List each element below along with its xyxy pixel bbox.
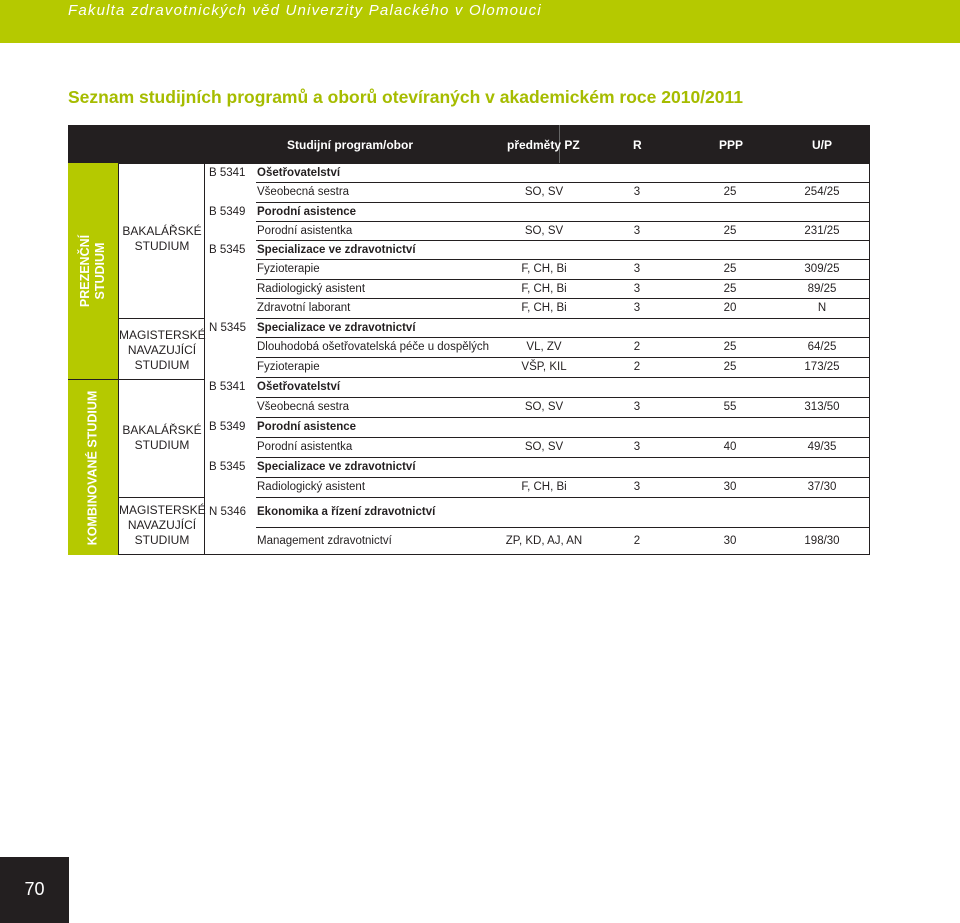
row-separator	[256, 240, 870, 241]
row-separator	[256, 497, 870, 498]
field-name: Fyzioterapie	[257, 263, 320, 275]
form-prezencni	[68, 163, 119, 379]
field-subjects: VL, ZV	[526, 341, 562, 353]
field-ppp: 30	[723, 481, 737, 493]
field-r: 3	[633, 302, 641, 314]
field-up: 309/25	[804, 263, 840, 275]
level-label: MAGISTERSKÉ	[119, 328, 206, 342]
field-up: 37/30	[807, 481, 837, 493]
field-subjects: F, CH, Bi	[521, 302, 567, 314]
field-name: Porodní asistentka	[257, 441, 353, 453]
faculty-name: Fakulta zdravotnických věd Univerzity Palackého v Olomouci	[68, 2, 542, 19]
row-separator	[256, 457, 870, 458]
level-label: MAGISTERSKÉ	[119, 503, 206, 517]
field-r: 2	[633, 535, 641, 547]
field-up: 64/25	[807, 341, 837, 353]
row-separator	[256, 182, 870, 183]
field-ppp: 55	[723, 401, 737, 413]
row-separator	[256, 279, 870, 280]
field-ppp: 25	[723, 361, 737, 373]
row-separator	[256, 377, 870, 378]
program-code: B 5349	[209, 206, 246, 218]
program-code: B 5341	[209, 167, 246, 179]
page-number-box	[0, 857, 69, 923]
field-up: 231/25	[804, 225, 840, 237]
field-name: Management zdravotnictví	[257, 535, 392, 547]
field-up: 313/50	[804, 401, 840, 413]
row-separator	[256, 477, 870, 478]
field-name: Radiologický asistent	[257, 481, 366, 493]
program-code: B 5345	[209, 244, 246, 256]
header-subjects: předměty PZ	[507, 138, 580, 152]
row-separator	[256, 202, 870, 203]
field-up: 198/30	[804, 535, 840, 547]
header-program: Studijní program/obor	[287, 138, 413, 152]
field-subjects: SO, SV	[524, 186, 564, 198]
field-ppp: 25	[723, 283, 737, 295]
field-subjects: F, CH, Bi	[521, 481, 567, 493]
field-subjects: ZP, KD, AJ, AN	[505, 535, 583, 547]
program-code: B 5345	[209, 461, 246, 473]
level-prezencni-mgr	[119, 318, 205, 379]
field-name: Porodní asistentka	[257, 225, 353, 237]
level-label: STUDIUM	[134, 533, 190, 547]
program-name: Ošetřovatelství	[257, 167, 341, 179]
field-subjects: SO, SV	[524, 401, 564, 413]
form-kombinovane	[68, 379, 119, 555]
field-up: 89/25	[807, 283, 837, 295]
program-code: N 5345	[209, 322, 247, 334]
field-r: 2	[633, 361, 641, 373]
field-up: 254/25	[804, 186, 840, 198]
field-ppp: 25	[723, 341, 737, 353]
header-ppp: PPP	[719, 138, 744, 152]
field-ppp: 25	[723, 186, 737, 198]
field-subjects: SO, SV	[524, 441, 564, 453]
field-r: 3	[633, 263, 641, 275]
page-number: 70	[24, 879, 45, 899]
program-name: Porodní asistence	[257, 206, 357, 218]
level-label: NAVAZUJÍCÍ	[127, 343, 197, 357]
table-header	[68, 125, 870, 163]
program-code: B 5341	[209, 381, 246, 393]
row-separator	[256, 357, 870, 358]
header-r: R	[633, 138, 642, 152]
row-separator	[256, 437, 870, 438]
level-label: BAKALÁŘSKÉ	[122, 423, 202, 437]
header-up: U/P	[812, 138, 833, 152]
field-ppp: 25	[723, 263, 737, 275]
page-title: Seznam studijních programů a oborů otevíraných v akademickém roce 2010/2011	[68, 87, 743, 107]
header-banner	[0, 0, 960, 43]
field-subjects: F, CH, Bi	[521, 263, 567, 275]
row-separator	[256, 397, 870, 398]
level-label: STUDIUM	[134, 438, 190, 452]
field-up: 49/35	[807, 441, 837, 453]
field-name: Fyzioterapie	[257, 361, 320, 373]
program-name: Specializace ve zdravotnictví	[257, 461, 416, 473]
field-r: 3	[633, 401, 641, 413]
level-prezencni-bc	[119, 163, 205, 318]
form-prezencni-label: PREZENČNÍ STUDIUM	[78, 234, 107, 308]
program-name: Porodní asistence	[257, 421, 357, 433]
field-name: Všeobecná sestra	[257, 186, 350, 198]
row-separator	[256, 298, 870, 299]
field-ppp: 20	[723, 302, 737, 314]
field-name: Všeobecná sestra	[257, 401, 350, 413]
form-kombinovane-label: KOMBINOVANÉ STUDIUM	[85, 390, 100, 545]
field-up: N	[817, 302, 827, 314]
field-r: 3	[633, 441, 641, 453]
program-name: Ošetřovatelství	[257, 381, 341, 393]
program-code: B 5349	[209, 421, 246, 433]
field-ppp: 25	[723, 225, 737, 237]
field-name: Radiologický asistent	[257, 283, 366, 295]
program-code: N 5346	[209, 506, 247, 518]
row-separator	[256, 417, 870, 418]
field-r: 3	[633, 225, 641, 237]
row-separator	[256, 337, 870, 338]
level-label: NAVAZUJÍCÍ	[127, 518, 197, 532]
row-separator	[256, 318, 870, 319]
row-separator	[256, 259, 870, 260]
program-name: Ekonomika a řízení zdravotnictví	[257, 506, 436, 518]
field-up: 173/25	[804, 361, 840, 373]
level-kombinovane-mgr	[119, 497, 205, 555]
level-label: STUDIUM	[134, 358, 190, 372]
field-r: 3	[633, 283, 641, 295]
field-name: Zdravotní laborant	[257, 302, 351, 314]
row-separator	[256, 221, 870, 222]
field-r: 3	[633, 186, 641, 198]
field-ppp: 40	[723, 441, 737, 453]
field-subjects: VŠP, KIL	[521, 361, 567, 373]
level-kombinovane-bc	[119, 379, 205, 497]
field-subjects: SO, SV	[524, 225, 564, 237]
level-label: BAKALÁŘSKÉ	[122, 224, 202, 238]
field-name: Dlouhodobá ošetřovatelská péče u dospělých	[257, 341, 490, 353]
level-label: STUDIUM	[134, 239, 190, 253]
field-r: 3	[633, 481, 641, 493]
program-name: Specializace ve zdravotnictví	[257, 244, 416, 256]
field-subjects: F, CH, Bi	[521, 283, 567, 295]
row-separator	[256, 527, 870, 528]
program-name: Specializace ve zdravotnictví	[257, 322, 416, 334]
field-ppp: 30	[723, 535, 737, 547]
field-r: 2	[633, 341, 641, 353]
